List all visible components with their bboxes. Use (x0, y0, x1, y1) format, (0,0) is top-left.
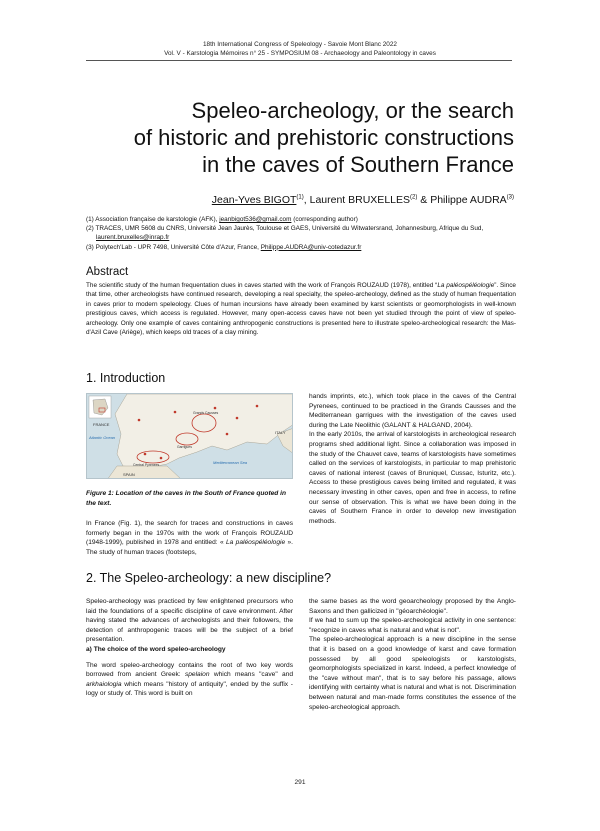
email-link-bruxelles[interactable]: laurent.bruxelles@inrap.fr (96, 234, 170, 242)
subsection-heading-word-choice: a) The choice of the word speleo-archeology (86, 645, 226, 653)
author-bigot-affil: (1) (296, 194, 304, 201)
discipline-paragraph-4: If we had to sum up the speleo-archeological activity in one sentence: "recognize in caves what is natural and what is not". (309, 617, 516, 634)
intro-right-column (309, 392, 516, 526)
abstract-part2: ”. Since that time, other archeologists have continued research, developing a real specialty, the speleo-archeology, defined as the study of human frequentation in caves prior to modern speleology. Clues of human incursions have already been examined by karst scientists or geomorphologists in well-known prestigious caves, which access is regulated. However, many open-access caves have not been yet studied through the point of view of speleo-archeology. Only one example of caves containing anthropogenic constructions is presented here to illustrate speleo-archeological research: the Mas-d'Azil Cave (Ariège), which keeps old traces of a clay mining. (86, 282, 516, 337)
cave-marker (226, 433, 229, 436)
author-audra: Philippe AUDRA (430, 194, 507, 206)
discipline-right-column (309, 597, 516, 712)
intro-paragraph-2: hands imprints, etc.), which took place in the caves of the Central Pyrenees, continued to be practiced in the Grands Causses and the Mediterranean garrigues with the investigation of the caves used during the Late Neolithic (GALANT & HALGAND, 2004). (309, 393, 516, 429)
intro-paragraph-3: In the early 2010s, the arrival of karstologists in archeological research programs shed additional light. Since a collaboration was imposed in the study of the Chauvet cave, teams of karstologists have sometimes called on the services of karstologists, in particular to map prehistoric caves of national interest (caves of Bruniquel, Cussac, Isturitz, etc.). Access to these prestigious caves being limited and regulated, it was necessary investing in other caves, open and free in access, to refine our sense of observation. This is what we have been doing in the caves of Southern France in order to develop new investigation methods. (309, 431, 516, 525)
cave-marker (236, 417, 239, 420)
cave-marker (214, 407, 217, 410)
discipline-p2-italic2: arkhaiologia (86, 680, 122, 688)
author-audra-affil: (3) (506, 194, 514, 201)
title-line1: Speleo-archeology, or the search (191, 98, 514, 123)
abstract-italic: La paléospéléologie (437, 282, 495, 289)
paper-title (74, 97, 514, 178)
discipline-p2-italic1: spelaion (184, 671, 210, 679)
abstract-part1: The scientific study of the human frequentation clues in caves started with the work of François ROUZAUD (1978), entitled “ (86, 282, 438, 289)
page-number: 291 (294, 779, 306, 786)
cave-marker (138, 419, 141, 422)
map-label-pyrenees: Central Pyrenees (133, 463, 160, 467)
email-link-bigot[interactable]: jeanbigot536@gmail.com (219, 216, 292, 223)
intro-p1-italic: La paléospéléologie (225, 539, 286, 547)
section-heading-introduction: 1. Introduction (86, 371, 166, 385)
affiliation-2 (86, 224, 516, 242)
map-label-grands-causses: Grands Causses (193, 411, 219, 415)
author-list (212, 194, 514, 206)
land-france (115, 394, 293, 468)
map-label-garrigues: Garrigues (177, 445, 192, 449)
intro-p1-part2: ». The study of human traces (footsteps, (86, 539, 293, 556)
title-line3: in the caves of Southern France (202, 152, 514, 177)
header-rule (86, 60, 512, 61)
author-sep: & (417, 194, 431, 206)
location-map (87, 394, 293, 479)
abstract-text (86, 281, 516, 337)
cave-marker (256, 405, 259, 408)
map-label-france: FRANCE (93, 422, 110, 427)
affiliation-1 (86, 215, 516, 224)
intro-paragraph-1 (86, 519, 293, 557)
discipline-paragraph-5: The speleo-archeological approach is a new discipline in the sense that it is based on a good knowledge of karst and cave formation possessed by all good speleologists or karstologists, geomorphologists specialized in karst. Indeed, a perfect knowledge of the "cave without man", that is to say before his passage, allows identifying with certainty what is natural and what is not. Discrimination between natural and man-made forms constitutes the essence of the speleo-archeological approach. (309, 636, 516, 711)
title-line2: of historic and prehistoric constructions (133, 125, 514, 150)
cave-marker (144, 453, 147, 456)
running-head (0, 40, 600, 58)
map-label-mediterranean: Mediterranean Sea (213, 460, 248, 465)
running-head-line2: Vol. V - Karstologia Mémoires n° 25 - SYMPOSIUM 08 - Archaeology and Paleontology in caves (164, 50, 436, 57)
discipline-left-column (86, 597, 293, 699)
author-bruxelles-affil: (2) (410, 194, 418, 201)
email-link-audra[interactable]: Philippe.AUDRA@univ-cotedazur.fr (260, 243, 362, 251)
affiliation-1-text: (1) Association française de karstologie (AFK), (86, 216, 220, 223)
running-head-line1: 18th International Congress of Speleology - Savoie Mont Blanc 2022 (203, 41, 397, 48)
map-label-italy: ITALY (275, 430, 286, 435)
affiliation-3-text: (3) Polytech'Lab - UPR 7498, Université Côte d'Azur, France, (86, 243, 261, 251)
discipline-paragraph-3: the same bases as the word geoarcheology proposed by the Anglo-Saxons and then gallicized in "géoarchéologie". (309, 598, 516, 615)
discipline-p2-part3: which means "history of antiquity", ended by the suffix -logy or study of. This word is built on (86, 680, 293, 698)
author-sep: , (303, 194, 310, 206)
map-label-atlantic: Atlantic Ocean (89, 435, 116, 440)
location-map-figure (86, 393, 293, 479)
discipline-paragraph-1: Speleo-archeology was practiced by few enlightened precursors who laid the foundations of a specific discipline of cave environment. After having stated the advances of archeologists and their followers, the detection of anthropogenic traces will be the subject of a brief presentation. (86, 598, 293, 644)
affiliation-3 (86, 243, 516, 252)
abstract-heading: Abstract (86, 266, 129, 278)
affiliation-1-note: (corresponding author) (291, 216, 358, 223)
affiliation-2-text: (2) TRACES, UMR 5608 du CNRS, Université Jean Jaurès, Toulouse et GAES, Université du Witwatersrand, Johannesburg, Afrique du Sud, (86, 225, 484, 233)
discipline-p2-part2: which means "cave" and (209, 671, 293, 679)
discipline-paragraph-2 (86, 661, 293, 699)
figure-1-caption: Figure 1: Location of the caves in the South of France quoted in the text. (86, 490, 287, 507)
section-heading-discipline: 2. The Speleo-archeology: a new discipline? (86, 571, 332, 585)
map-label-spain: SPAIN (123, 472, 135, 477)
land-spain (107, 466, 182, 479)
author-bigot: Jean-Yves BIGOT (211, 194, 297, 206)
affiliations (86, 215, 516, 252)
cave-marker (160, 457, 163, 460)
intro-left-column (86, 519, 293, 557)
author-bruxelles: Laurent BRUXELLES (309, 194, 411, 206)
intro-p1-part1: In France (Fig. 1), the search for traces and constructions in caves formerly began in the 1970s with the work of François ROUZAUD (1948-1999), published in 1978 and entitled: « (86, 520, 293, 547)
discipline-p2-part1: The word speleo-archeology contains the root of two key words borrowed from ancient Greek: (86, 661, 293, 679)
cave-marker (174, 411, 177, 414)
